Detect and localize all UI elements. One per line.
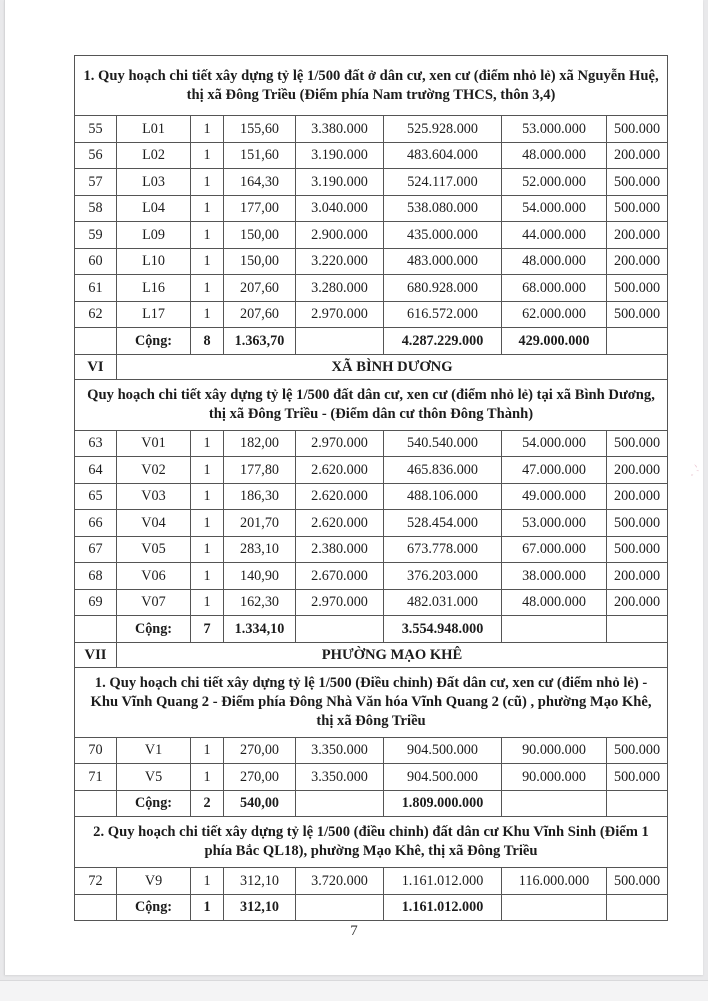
cell-deposit: 54.000.000 <box>502 195 607 222</box>
cell-file-fee: 200.000 <box>607 483 668 510</box>
land-auction-table <box>74 55 668 921</box>
cell-unit-price: 3.190.000 <box>296 169 384 196</box>
cell-count: 1 <box>191 764 224 791</box>
cell-unit-price: 3.280.000 <box>296 275 384 302</box>
cell-start-price: 483.000.000 <box>384 248 502 275</box>
table-row <box>75 222 668 249</box>
bleed-through-mark: ヽ' ¸ <box>691 462 700 477</box>
cell-unit-price: 3.190.000 <box>296 142 384 169</box>
cell-lot-code: V9 <box>117 868 191 895</box>
cell-lot-code: L02 <box>117 142 191 169</box>
cell-area-m2: 150,00 <box>224 248 296 275</box>
cell-count: 1 <box>191 275 224 302</box>
group-heading: Quy hoạch chi tiết xây dựng tỷ lệ 1/500 đất dân cư, xen cư (điểm nhỏ lẻ) tại xã Bình Dương, thị xã Đông Triều - (Điểm dân cư thôn Đông Thành) <box>75 379 668 430</box>
cell-start-price: 680.928.000 <box>384 275 502 302</box>
cell-stt: 66 <box>75 510 117 537</box>
cell-unit-price: 2.620.000 <box>296 457 384 484</box>
cell-count: 1 <box>191 536 224 563</box>
cell-deposit: 90.000.000 <box>502 764 607 791</box>
cell-unit-price: 2.380.000 <box>296 536 384 563</box>
cell-start-price: 904.500.000 <box>384 764 502 791</box>
cell-start-price: 616.572.000 <box>384 301 502 328</box>
cell-lot-code: V03 <box>117 483 191 510</box>
table-row <box>75 737 668 764</box>
cell-stt: 57 <box>75 169 117 196</box>
total-row <box>75 790 668 817</box>
cell-count: 1 <box>191 116 224 143</box>
cell-area-m2: 1.363,70 <box>224 328 296 355</box>
cell-deposit <box>502 894 607 921</box>
cell-file-fee: 500.000 <box>607 116 668 143</box>
cell-area-m2: 177,00 <box>224 195 296 222</box>
cell-count: 1 <box>191 222 224 249</box>
cell-file-fee: 500.000 <box>607 536 668 563</box>
cell-unit-price <box>296 894 384 921</box>
cell-stt <box>75 790 117 817</box>
cell-lot-code: V04 <box>117 510 191 537</box>
cell-file-fee: 500.000 <box>607 737 668 764</box>
cell-deposit: 68.000.000 <box>502 275 607 302</box>
cell-lot-code: Cộng: <box>117 894 191 921</box>
section-row <box>75 354 668 379</box>
cell-count: 1 <box>191 868 224 895</box>
cell-lot-code: V07 <box>117 589 191 616</box>
cell-lot-code: L01 <box>117 116 191 143</box>
page-number: 7 <box>350 923 358 939</box>
cell-unit-price: 2.670.000 <box>296 563 384 590</box>
cell-lot-code: V05 <box>117 536 191 563</box>
cell-count: 1 <box>191 142 224 169</box>
table-row <box>75 868 668 895</box>
cell-deposit: 44.000.000 <box>502 222 607 249</box>
cell-deposit: 48.000.000 <box>502 142 607 169</box>
cell-unit-price: 2.620.000 <box>296 510 384 537</box>
cell-stt: 68 <box>75 563 117 590</box>
cell-start-price: 435.000.000 <box>384 222 502 249</box>
cell-lot-code: V06 <box>117 563 191 590</box>
cell-count: 1 <box>191 510 224 537</box>
cell-stt: 63 <box>75 430 117 457</box>
group-heading: 1. Quy hoạch chi tiết xây dựng tỷ lệ 1/500 (Điều chỉnh) Đất dân cư, xen cư (điểm nhỏ lẻ) - Khu Vĩnh Quang 2 - Điểm phía Đông Nhà Văn hóa Vĩnh Quang 2 (cũ) , phường Mạo Khê, thị xã Đông Triều <box>75 667 668 737</box>
cell-file-fee <box>607 894 668 921</box>
cell-stt <box>75 616 117 643</box>
cell-file-fee: 200.000 <box>607 142 668 169</box>
cell-file-fee: 200.000 <box>607 222 668 249</box>
cell-start-price: 483.604.000 <box>384 142 502 169</box>
cell-deposit: 54.000.000 <box>502 430 607 457</box>
cell-area-m2: 283,10 <box>224 536 296 563</box>
cell-stt: 72 <box>75 868 117 895</box>
cell-file-fee: 500.000 <box>607 764 668 791</box>
cell-deposit: 47.000.000 <box>502 457 607 484</box>
cell-lot-code: V01 <box>117 430 191 457</box>
section-roman-numeral: VI <box>75 354 117 379</box>
group-heading-row <box>75 817 668 868</box>
total-row <box>75 328 668 355</box>
cell-start-price: 528.454.000 <box>384 510 502 537</box>
cell-count: 1 <box>191 737 224 764</box>
cell-stt <box>75 328 117 355</box>
cell-area-m2: 155,60 <box>224 116 296 143</box>
cell-deposit: 53.000.000 <box>502 510 607 537</box>
cell-stt: 60 <box>75 248 117 275</box>
cell-area-m2: 177,80 <box>224 457 296 484</box>
cell-area-m2: 1.334,10 <box>224 616 296 643</box>
group-heading-row <box>75 56 668 116</box>
cell-area-m2: 150,00 <box>224 222 296 249</box>
table-row <box>75 248 668 275</box>
cell-deposit: 48.000.000 <box>502 589 607 616</box>
viewer-bottom-strip <box>0 980 708 1001</box>
cell-area-m2: 186,30 <box>224 483 296 510</box>
cell-count: 1 <box>191 301 224 328</box>
section-title: PHƯỜNG MẠO KHÊ <box>117 642 668 667</box>
cell-stt: 67 <box>75 536 117 563</box>
cell-deposit: 62.000.000 <box>502 301 607 328</box>
cell-file-fee: 500.000 <box>607 301 668 328</box>
cell-start-price: 465.836.000 <box>384 457 502 484</box>
cell-unit-price: 2.900.000 <box>296 222 384 249</box>
cell-lot-code: L17 <box>117 301 191 328</box>
group-heading: 1. Quy hoạch chi tiết xây dựng tỷ lệ 1/500 đất ở dân cư, xen cư (điểm nhỏ lẻ) xã Nguyễn Huệ, thị xã Đông Triều (Điểm phía Nam trường THCS, thôn 3,4) <box>75 56 668 116</box>
cell-count: 1 <box>191 457 224 484</box>
cell-deposit: 52.000.000 <box>502 169 607 196</box>
cell-area-m2: 270,00 <box>224 737 296 764</box>
cell-unit-price: 3.350.000 <box>296 764 384 791</box>
cell-deposit: 49.000.000 <box>502 483 607 510</box>
cell-count: 1 <box>191 195 224 222</box>
cell-lot-code: L16 <box>117 275 191 302</box>
cell-unit-price: 2.970.000 <box>296 301 384 328</box>
cell-deposit: 48.000.000 <box>502 248 607 275</box>
cell-file-fee: 500.000 <box>607 195 668 222</box>
cell-start-price: 904.500.000 <box>384 737 502 764</box>
cell-file-fee <box>607 328 668 355</box>
cell-unit-price: 3.220.000 <box>296 248 384 275</box>
cell-count: 1 <box>191 430 224 457</box>
cell-lot-code: V02 <box>117 457 191 484</box>
cell-start-price: 525.928.000 <box>384 116 502 143</box>
cell-file-fee: 200.000 <box>607 457 668 484</box>
section-title: XÃ BÌNH DƯƠNG <box>117 354 668 379</box>
table-row <box>75 116 668 143</box>
cell-stt: 64 <box>75 457 117 484</box>
table-row <box>75 589 668 616</box>
cell-unit-price <box>296 328 384 355</box>
table-row <box>75 430 668 457</box>
cell-lot-code: Cộng: <box>117 616 191 643</box>
table-row <box>75 457 668 484</box>
cell-area-m2: 540,00 <box>224 790 296 817</box>
cell-lot-code: V5 <box>117 764 191 791</box>
group-heading-row <box>75 379 668 430</box>
cell-lot-code: L04 <box>117 195 191 222</box>
table-row <box>75 195 668 222</box>
cell-deposit: 67.000.000 <box>502 536 607 563</box>
cell-stt <box>75 894 117 921</box>
cell-area-m2: 207,60 <box>224 275 296 302</box>
cell-deposit: 116.000.000 <box>502 868 607 895</box>
cell-area-m2: 162,30 <box>224 589 296 616</box>
cell-start-price: 1.161.012.000 <box>384 868 502 895</box>
cell-count: 1 <box>191 248 224 275</box>
cell-start-price: 540.540.000 <box>384 430 502 457</box>
cell-stt: 59 <box>75 222 117 249</box>
cell-area-m2: 151,60 <box>224 142 296 169</box>
cell-area-m2: 312,10 <box>224 868 296 895</box>
cell-area-m2: 207,60 <box>224 301 296 328</box>
cell-file-fee: 500.000 <box>607 275 668 302</box>
section-row <box>75 642 668 667</box>
cell-stt: 62 <box>75 301 117 328</box>
cell-stt: 58 <box>75 195 117 222</box>
cell-deposit: 429.000.000 <box>502 328 607 355</box>
total-row <box>75 616 668 643</box>
cell-start-price: 376.203.000 <box>384 563 502 590</box>
cell-unit-price <box>296 616 384 643</box>
cell-stt: 69 <box>75 589 117 616</box>
table-row <box>75 764 668 791</box>
cell-start-price: 538.080.000 <box>384 195 502 222</box>
cell-unit-price: 2.620.000 <box>296 483 384 510</box>
cell-file-fee <box>607 616 668 643</box>
cell-count: 2 <box>191 790 224 817</box>
section-roman-numeral: VII <box>75 642 117 667</box>
cell-deposit: 90.000.000 <box>502 737 607 764</box>
table-row <box>75 142 668 169</box>
cell-start-price: 482.031.000 <box>384 589 502 616</box>
cell-stt: 56 <box>75 142 117 169</box>
cell-start-price: 673.778.000 <box>384 536 502 563</box>
cell-start-price: 488.106.000 <box>384 483 502 510</box>
cell-file-fee: 500.000 <box>607 169 668 196</box>
cell-file-fee: 200.000 <box>607 248 668 275</box>
table-row <box>75 510 668 537</box>
group-heading-row <box>75 667 668 737</box>
cell-count: 1 <box>191 563 224 590</box>
cell-area-m2: 201,70 <box>224 510 296 537</box>
cell-file-fee: 200.000 <box>607 563 668 590</box>
cell-stt: 61 <box>75 275 117 302</box>
cell-count: 1 <box>191 169 224 196</box>
cell-unit-price: 3.720.000 <box>296 868 384 895</box>
cell-unit-price: 2.970.000 <box>296 430 384 457</box>
cell-count: 1 <box>191 483 224 510</box>
table-row <box>75 301 668 328</box>
cell-lot-code: L03 <box>117 169 191 196</box>
cell-lot-code: L09 <box>117 222 191 249</box>
cell-count: 1 <box>191 894 224 921</box>
group-heading: 2. Quy hoạch chi tiết xây dựng tỷ lệ 1/500 (điều chỉnh) đất dân cư Khu Vĩnh Sinh (Điểm 1 phía Bắc QL18), phường Mạo Khê, thị xã Đông Triều <box>75 817 668 868</box>
cell-area-m2: 164,30 <box>224 169 296 196</box>
cell-lot-code: V1 <box>117 737 191 764</box>
cell-file-fee: 500.000 <box>607 430 668 457</box>
cell-start-price: 1.161.012.000 <box>384 894 502 921</box>
table-row <box>75 536 668 563</box>
cell-unit-price: 2.970.000 <box>296 589 384 616</box>
cell-deposit: 38.000.000 <box>502 563 607 590</box>
cell-stt: 71 <box>75 764 117 791</box>
cell-file-fee: 200.000 <box>607 589 668 616</box>
cell-deposit: 53.000.000 <box>502 116 607 143</box>
cell-deposit <box>502 616 607 643</box>
cell-count: 7 <box>191 616 224 643</box>
cell-deposit <box>502 790 607 817</box>
cell-start-price: 1.809.000.000 <box>384 790 502 817</box>
cell-stt: 65 <box>75 483 117 510</box>
cell-file-fee: 500.000 <box>607 868 668 895</box>
cell-area-m2: 270,00 <box>224 764 296 791</box>
cell-area-m2: 312,10 <box>224 894 296 921</box>
cell-stt: 70 <box>75 737 117 764</box>
cell-unit-price: 3.380.000 <box>296 116 384 143</box>
cell-start-price: 4.287.229.000 <box>384 328 502 355</box>
cell-file-fee: 500.000 <box>607 510 668 537</box>
cell-unit-price: 3.350.000 <box>296 737 384 764</box>
cell-area-m2: 140,90 <box>224 563 296 590</box>
table-row <box>75 275 668 302</box>
cell-file-fee <box>607 790 668 817</box>
cell-lot-code: L10 <box>117 248 191 275</box>
cell-area-m2: 182,00 <box>224 430 296 457</box>
cell-count: 1 <box>191 589 224 616</box>
table-row <box>75 169 668 196</box>
cell-lot-code: Cộng: <box>117 790 191 817</box>
table-row <box>75 563 668 590</box>
table-row <box>75 483 668 510</box>
cell-unit-price: 3.040.000 <box>296 195 384 222</box>
cell-lot-code: Cộng: <box>117 328 191 355</box>
total-row <box>75 894 668 921</box>
cell-stt: 55 <box>75 116 117 143</box>
cell-start-price: 524.117.000 <box>384 169 502 196</box>
cell-unit-price <box>296 790 384 817</box>
cell-count: 8 <box>191 328 224 355</box>
cell-start-price: 3.554.948.000 <box>384 616 502 643</box>
